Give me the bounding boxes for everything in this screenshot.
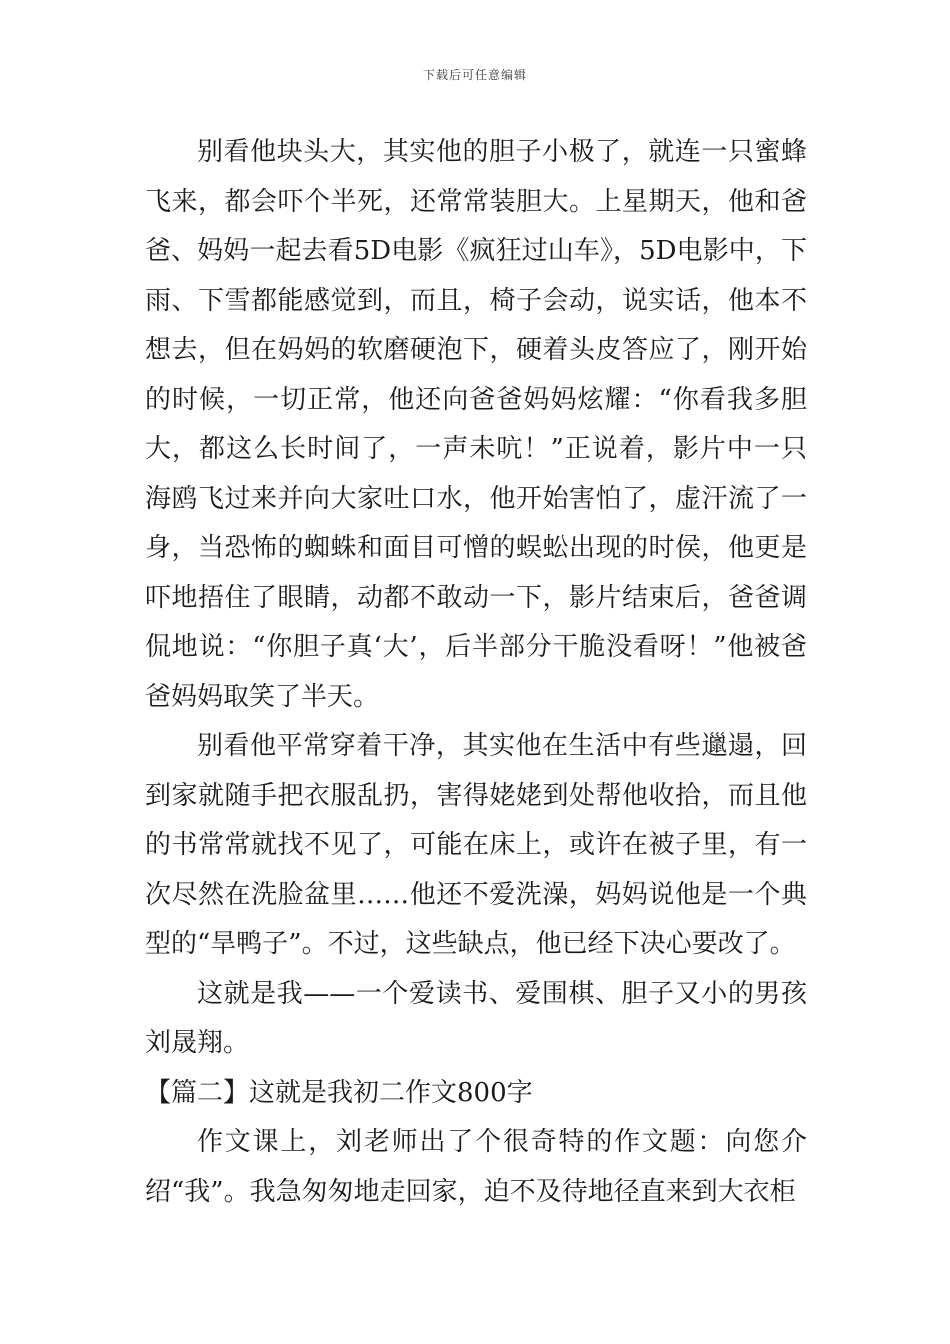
paragraph-4: 作文课上，刘老师出了个很奇特的作文题：向您介绍“我”。我急匆匆地走回家，迫不及待地径直来到大衣柜 [145,1127,807,1207]
paragraph-3: 这就是我——一个爱读书、爱围棋、胆子又小的男孩刘晟翔。 [145,978,807,1058]
paragraph-2: 别看他平常穿着干净，其实他在生活中有些邋遢，回到家就随手把衣服乱扔，害得姥姥到处帮他收拾，而且他的书常常就找不见了，可能在床上，或许在被子里，有一次尽然在洗脸盆里……他还不爱洗澡，妈妈说他是一个典型的“旱鸭子”。不过，这些缺点，他已经下决心要改了。 [145,731,807,959]
document-body [145,128,807,1217]
page-header-note: 下载后可任意编辑 [422,68,527,82]
paragraph-1: 别看他块头大，其实他的胆子小极了，就连一只蜜蜂飞来，都会吓个半死，还常常装胆大。上星期天，他和爸爸、妈妈一起去看5D电影《疯狂过山车》，5D电影中，下雨、下雪都能感觉到，而且，椅子会动，说实话，他本不想去，但在妈妈的软磨硬泡下，硬着头皮答应了，刚开始的时候，一切正常，他还向爸爸妈妈炫耀：“你看我多胆大，都这么长时间了，一声未吭！”正说着，影片中一只海鸥飞过来并向大家吐口水，他开始害怕了，虚汗流了一身，当恐怖的蜘蛛和面目可憎的蜈蚣出现的时侯，他更是吓地捂住了眼睛，动都不敢动一下，影片结束后，爸爸调侃地说：“你胆子真‘大’，后半部分干脆没看呀！”他被爸爸妈妈取笑了半天。 [145,137,807,712]
section-heading: 【篇二】这就是我初二作文800字 [145,1077,533,1108]
